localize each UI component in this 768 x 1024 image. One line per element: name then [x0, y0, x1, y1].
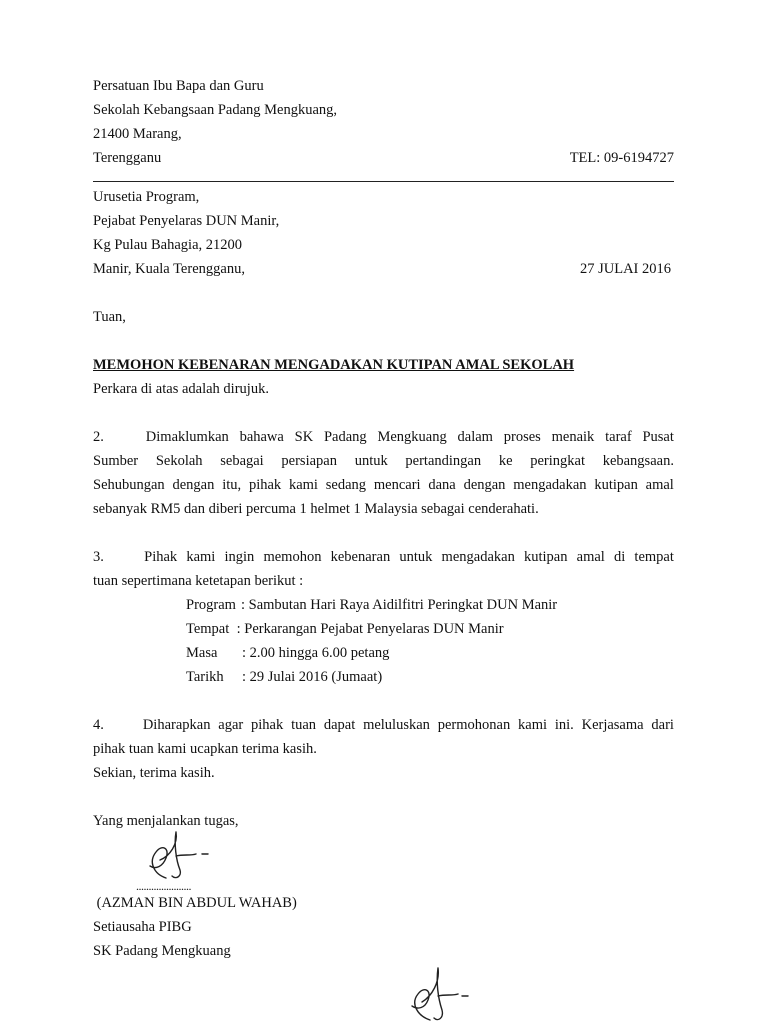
word: dapat — [323, 717, 356, 733]
detail-value: : Perkarangan Pejabat Penyelaras DUN Manir — [233, 621, 504, 637]
detail-program — [93, 593, 674, 617]
word: peringkat — [530, 453, 585, 469]
recipient-line-3: Kg Pulau Bahagia, 21200 — [93, 237, 243, 253]
recipient-city: Manir, Kuala Terengganu, — [93, 261, 245, 277]
paragraph-number: 3. — [93, 549, 104, 565]
paragraph-2-line-2 — [93, 449, 674, 473]
word: ingin — [224, 549, 255, 565]
word: Pusat — [642, 429, 674, 445]
sender-line-3: 21400 Marang, — [93, 126, 182, 142]
salutation: Tuan, — [93, 309, 126, 325]
paragraph-2-line-3 — [93, 473, 674, 497]
word: itu, — [222, 477, 242, 493]
reference-line: Perkara di atas adalah dirujuk. — [93, 381, 269, 397]
word: Padang — [323, 429, 367, 445]
word: dengan — [463, 477, 506, 493]
word: kebenaran — [330, 549, 391, 565]
paragraph-3-line-1 — [93, 545, 674, 569]
word: dana — [428, 477, 456, 493]
signature-dotted-line: ...................... — [136, 879, 191, 893]
recipient-line-1: Urusetia Program, — [93, 189, 200, 205]
word: Sehubungan — [93, 477, 165, 493]
paragraph-4-line-2: pihak tuan kami ucapkan terima kasih. — [93, 741, 317, 757]
word: kami — [518, 717, 548, 733]
letterhead-divider — [93, 181, 674, 182]
word: Dimaklumkan — [145, 429, 229, 445]
paragraph-3-line-2: tuan sepertimana ketetapan berikut : — [93, 573, 304, 589]
word: amal — [645, 477, 674, 493]
word: dalam — [457, 429, 493, 445]
detail-masa — [93, 641, 674, 665]
word: pihak — [248, 477, 282, 493]
signature-mark — [400, 964, 480, 1024]
detail-label: Tarikh — [186, 669, 224, 685]
word: amal — [576, 549, 605, 565]
detail-tempat — [93, 617, 674, 641]
word: bahawa — [239, 429, 284, 445]
word: kebangsaan. — [602, 453, 674, 469]
word: dari — [651, 717, 674, 733]
sender-state: Terengganu — [93, 150, 162, 166]
word: memohon — [263, 549, 322, 565]
sender-line-2: Sekolah Kebangsaan Padang Mengkuang, — [93, 102, 338, 118]
paragraph-4 — [93, 713, 674, 785]
word: mencari — [373, 477, 421, 493]
paragraph-number: 4. — [93, 717, 104, 733]
detail-tarikh — [93, 665, 674, 689]
subject-heading: MEMOHON KEBENARAN MENGADAKAN KUTIPAN AMAL SEKOLAH — [93, 357, 575, 373]
word: tempat — [634, 549, 674, 565]
word: dengan — [172, 477, 215, 493]
paragraph-4-line-1 — [93, 713, 674, 737]
paragraph-2-line-4: sebanyak RM5 dan diberi percuma 1 helmet 1 Malaysia sebagai cenderahati. — [93, 501, 539, 517]
signatory-title: Setiausaha PIBG — [93, 919, 192, 935]
word: SK — [294, 429, 314, 445]
word: taraf — [605, 429, 632, 445]
detail-label: Masa — [186, 645, 218, 661]
word: agar — [218, 717, 244, 733]
handwritten-signature-second — [400, 964, 480, 1024]
word: mengadakan — [513, 477, 587, 493]
detail-label: Program — [186, 597, 236, 613]
word: pihak — [251, 717, 284, 733]
sender-line-1: Persatuan Ibu Bapa dan Guru — [93, 78, 264, 94]
signatory-name: (AZMAN BIN ABDUL WAHAB) — [93, 895, 297, 911]
word: di — [613, 549, 626, 565]
paragraph-number: 2. — [93, 429, 104, 445]
word: menaik — [551, 429, 595, 445]
word: kutipan — [594, 477, 638, 493]
signatory-organisation: SK Padang Mengkuang — [93, 943, 231, 959]
word: mengadakan — [441, 549, 515, 565]
word: Sumber — [93, 453, 139, 469]
sign-off: Yang menjalankan tugas, — [93, 813, 239, 829]
word: ini. — [554, 717, 574, 733]
word: kami — [186, 549, 216, 565]
word: kami — [288, 477, 318, 493]
word: kutipan — [523, 549, 568, 565]
word: Diharapkan — [142, 717, 211, 733]
word: Sekolah — [155, 453, 203, 469]
word: untuk — [399, 549, 433, 565]
detail-label: Tempat — [186, 621, 230, 637]
word: proses — [503, 429, 541, 445]
word: tuan — [291, 717, 317, 733]
sender-telephone: TEL: 09-6194727 — [569, 150, 674, 166]
letter-date: 27 JULAI 2016 — [579, 261, 671, 277]
word: permohonan — [437, 717, 511, 733]
word: sebagai — [220, 453, 264, 469]
word: pertandingan — [405, 453, 482, 469]
paragraph-3 — [93, 545, 674, 593]
closing-line: Sekian, terima kasih. — [93, 765, 215, 781]
word: Pihak — [144, 549, 178, 565]
word: persiapan — [281, 453, 337, 469]
detail-value: : 2.00 hingga 6.00 petang — [242, 645, 390, 661]
word: meluluskan — [363, 717, 430, 733]
paragraph-2 — [93, 425, 674, 521]
detail-value: : Sambutan Hari Raya Aidilfitri Peringkat DUN Manir — [241, 597, 558, 613]
recipient-line-2: Pejabat Penyelaras DUN Manir, — [93, 213, 280, 229]
word: ke — [498, 453, 513, 469]
detail-value: : 29 Julai 2016 (Jumaat) — [242, 669, 383, 685]
word: Mengkuang — [377, 429, 447, 445]
signature-mark — [136, 826, 216, 884]
handwritten-signature — [136, 826, 216, 884]
word: Kerjasama — [581, 717, 644, 733]
recipient-line-4-row — [93, 257, 674, 281]
word: sedang — [325, 477, 367, 493]
word: untuk — [354, 453, 388, 469]
sender-line-4-row — [93, 146, 674, 170]
paragraph-2-line-1 — [93, 425, 674, 449]
